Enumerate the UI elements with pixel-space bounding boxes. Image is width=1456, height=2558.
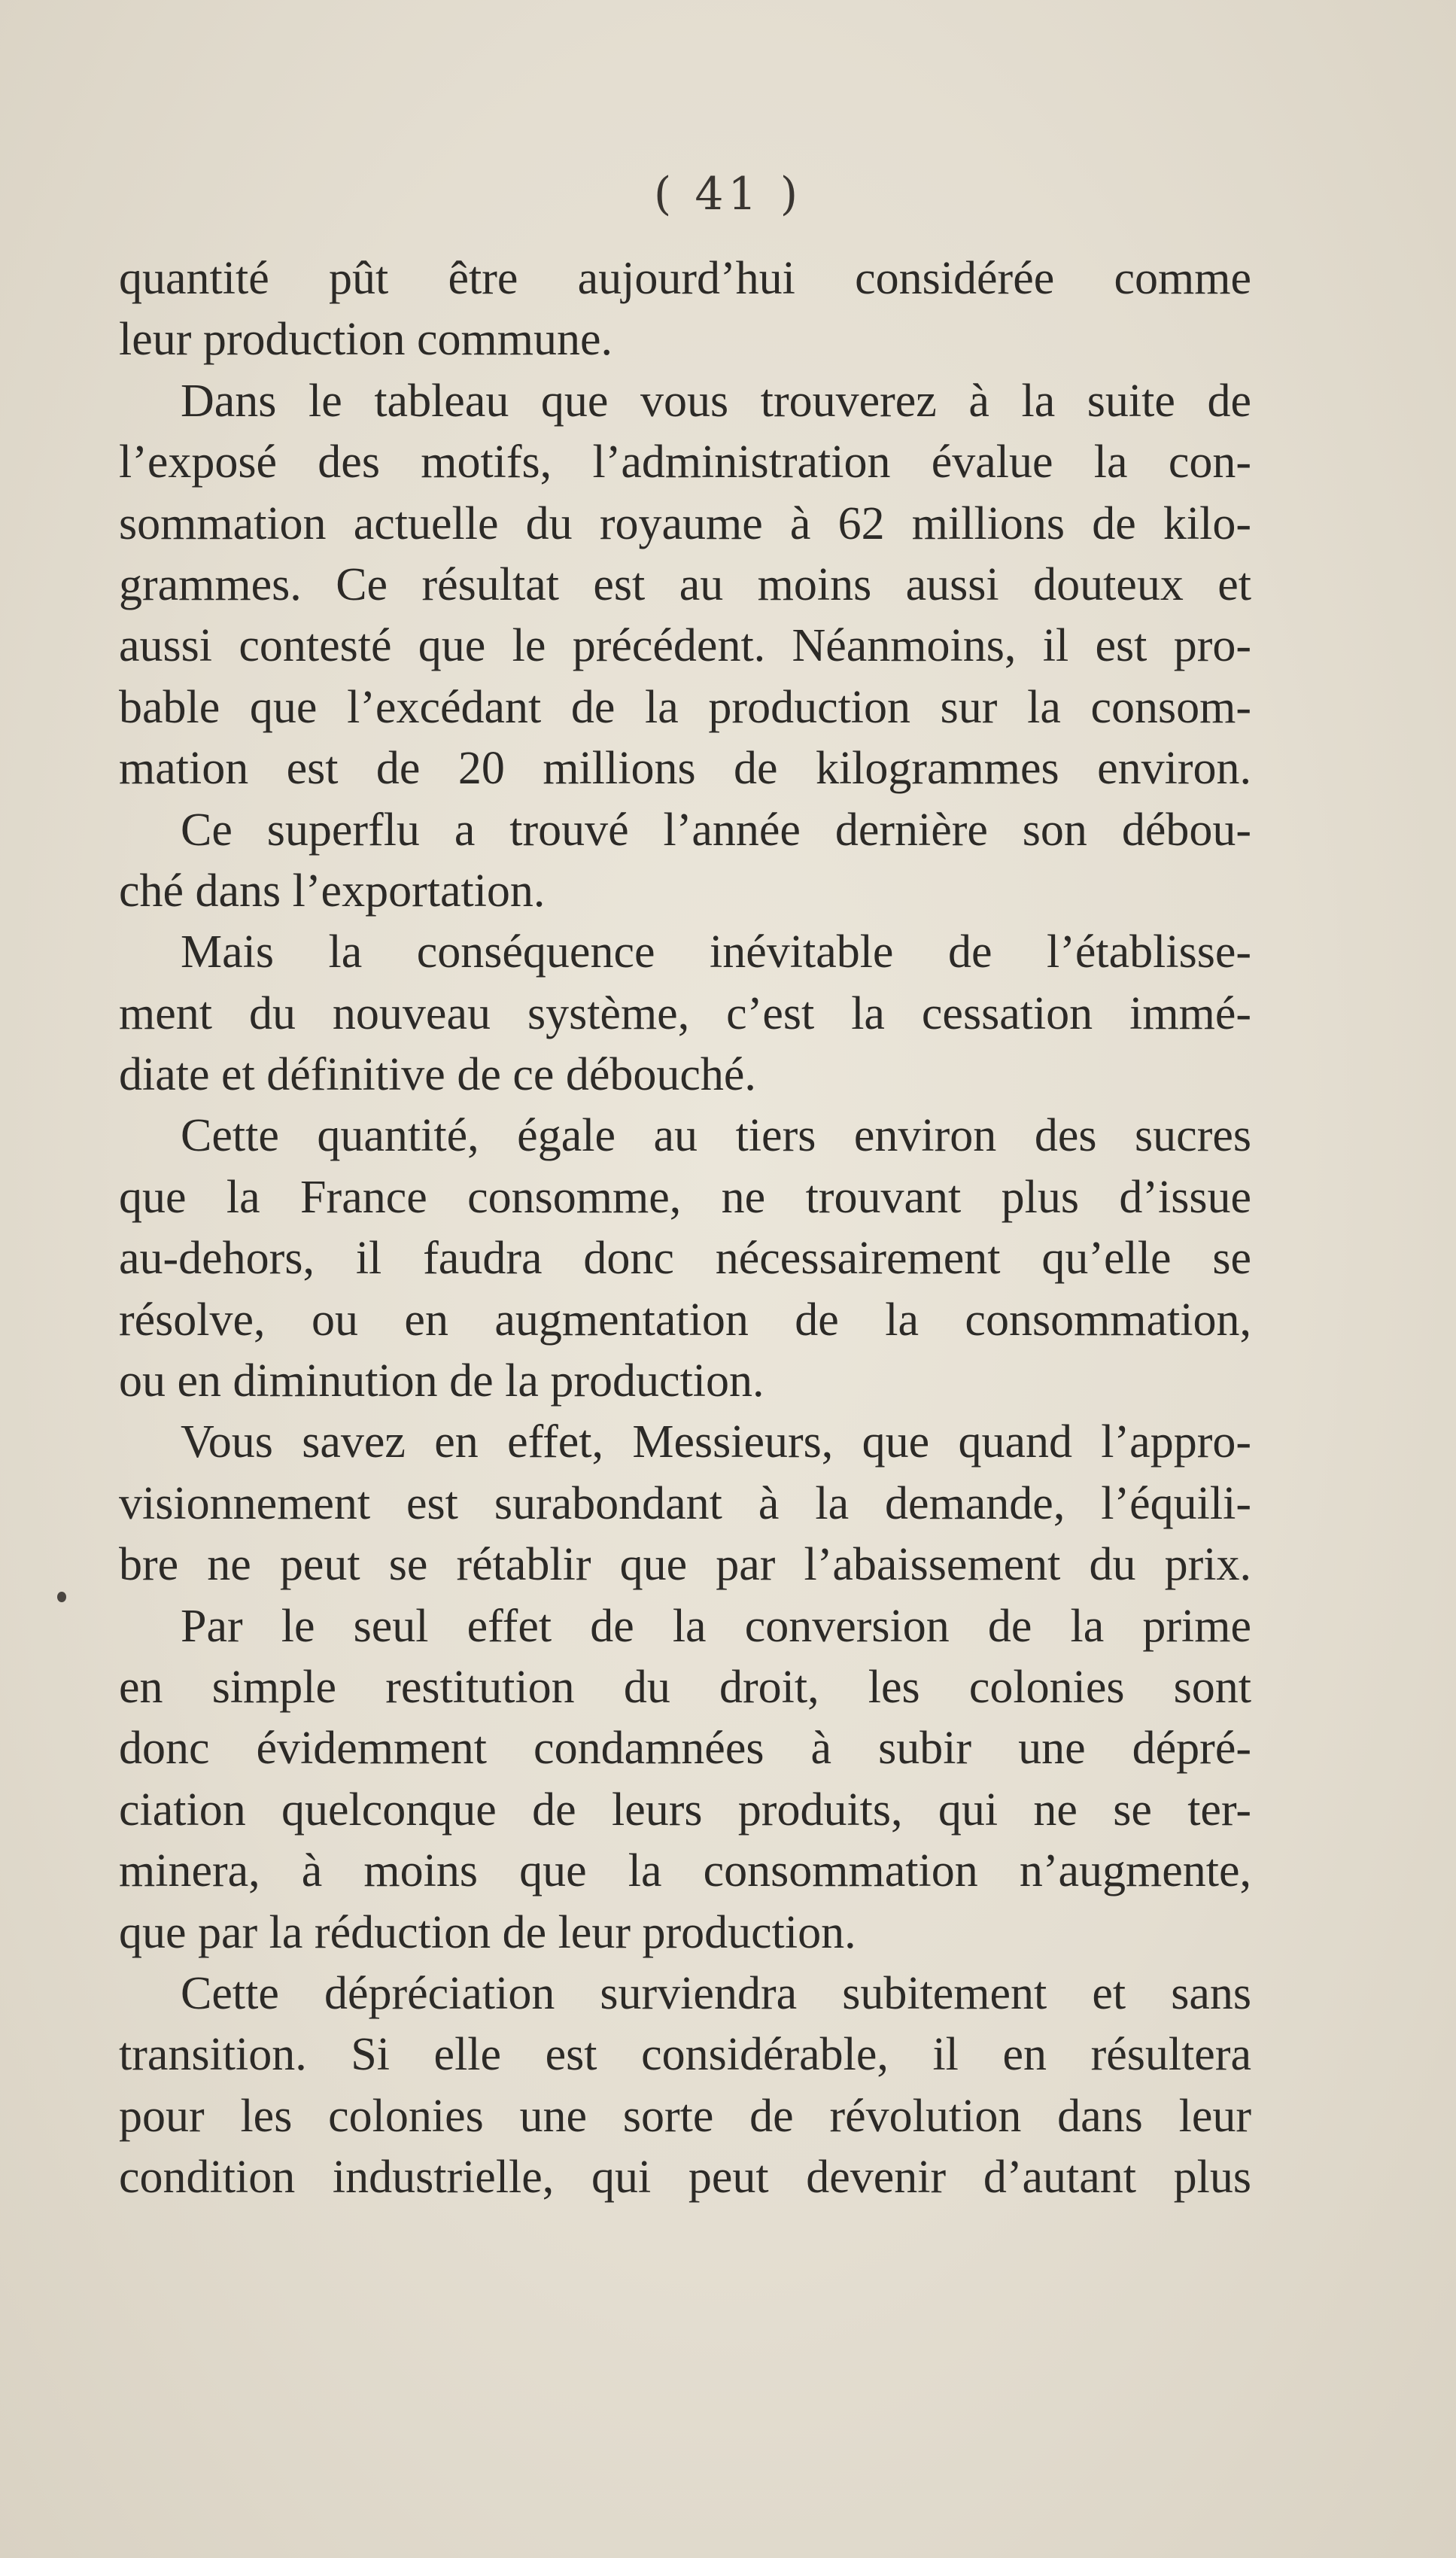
text-line: que par la réduction de leur production. bbox=[119, 1906, 856, 1958]
text-line: bable que l’excédant de la production sur la consom- bbox=[119, 681, 1251, 733]
text-line: mation est de 20 millions de kilogrammes environ. bbox=[119, 743, 1251, 795]
text-line: quantité pût être aujourd’hui considérée comme bbox=[119, 253, 1251, 304]
ink-speck bbox=[57, 1592, 66, 1602]
text-line: diate et définitive de ce débouché. bbox=[119, 1049, 756, 1101]
page-number: ( 41 ) bbox=[653, 168, 803, 221]
text-line: Dans le tableau que vous trouverez à la suite de bbox=[181, 375, 1251, 427]
text-line: résolve, ou en augmentation de la consommation, bbox=[119, 1294, 1251, 1346]
text-line: ciation quelconque de leurs produits, qui ne se ter- bbox=[119, 1784, 1251, 1836]
text-line: Cette dépréciation surviendra subitement et sans bbox=[181, 1967, 1251, 2019]
text-line: ou en diminution de la production. bbox=[119, 1355, 764, 1407]
text-line: au-dehors, il faudra donc nécessairement qu’elle se bbox=[119, 1233, 1251, 1285]
text-line: en simple restitution du droit, les colonies sont bbox=[119, 1661, 1251, 1713]
text-line: Par le seul effet de la conversion de la prime bbox=[181, 1600, 1251, 1652]
text-line: Vous savez en effet, Messieurs, que quand l’appro- bbox=[181, 1416, 1251, 1468]
text-line: condition industrielle, qui peut devenir d’autant plus bbox=[119, 2152, 1251, 2204]
text-line: bre ne peut se rétablir que par l’abaissement du prix. bbox=[119, 1539, 1251, 1591]
text-line: sommation actuelle du royaume à 62 millions de kilo- bbox=[119, 497, 1251, 549]
text-line: minera, à moins que la consommation n’augmente, bbox=[119, 1845, 1251, 1897]
text-line: ment du nouveau système, c’est la cessation immé- bbox=[119, 987, 1251, 1039]
text-line: visionnement est surabondant à la demande, l’équili- bbox=[119, 1477, 1251, 1529]
body-text bbox=[119, 248, 1251, 2209]
text-line: Ce superflu a trouvé l’année dernière son débou- bbox=[181, 804, 1251, 856]
text-line: Mais la conséquence inévitable de l’établisse- bbox=[181, 926, 1251, 978]
text-line: ché dans l’exportation. bbox=[119, 865, 546, 917]
text-line: leur production commune. bbox=[119, 314, 612, 366]
text-line: transition. Si elle est considérable, il en résultera bbox=[119, 2029, 1251, 2081]
text-line: donc évidemment condamnées à subir une dépré- bbox=[119, 1723, 1251, 1775]
text-line: que la France consomme, ne trouvant plus d’issue bbox=[119, 1171, 1251, 1223]
text-line: grammes. Ce résultat est au moins aussi douteux et bbox=[119, 558, 1251, 610]
text-line: l’exposé des motifs, l’administration évalue la con- bbox=[119, 436, 1251, 488]
text-line: pour les colonies une sorte de révolution dans leur bbox=[119, 2090, 1251, 2142]
text-line: Cette quantité, égale au tiers environ des sucres bbox=[181, 1110, 1251, 1162]
text-line: aussi contesté que le précédent. Néanmoins, il est pro- bbox=[119, 620, 1251, 672]
